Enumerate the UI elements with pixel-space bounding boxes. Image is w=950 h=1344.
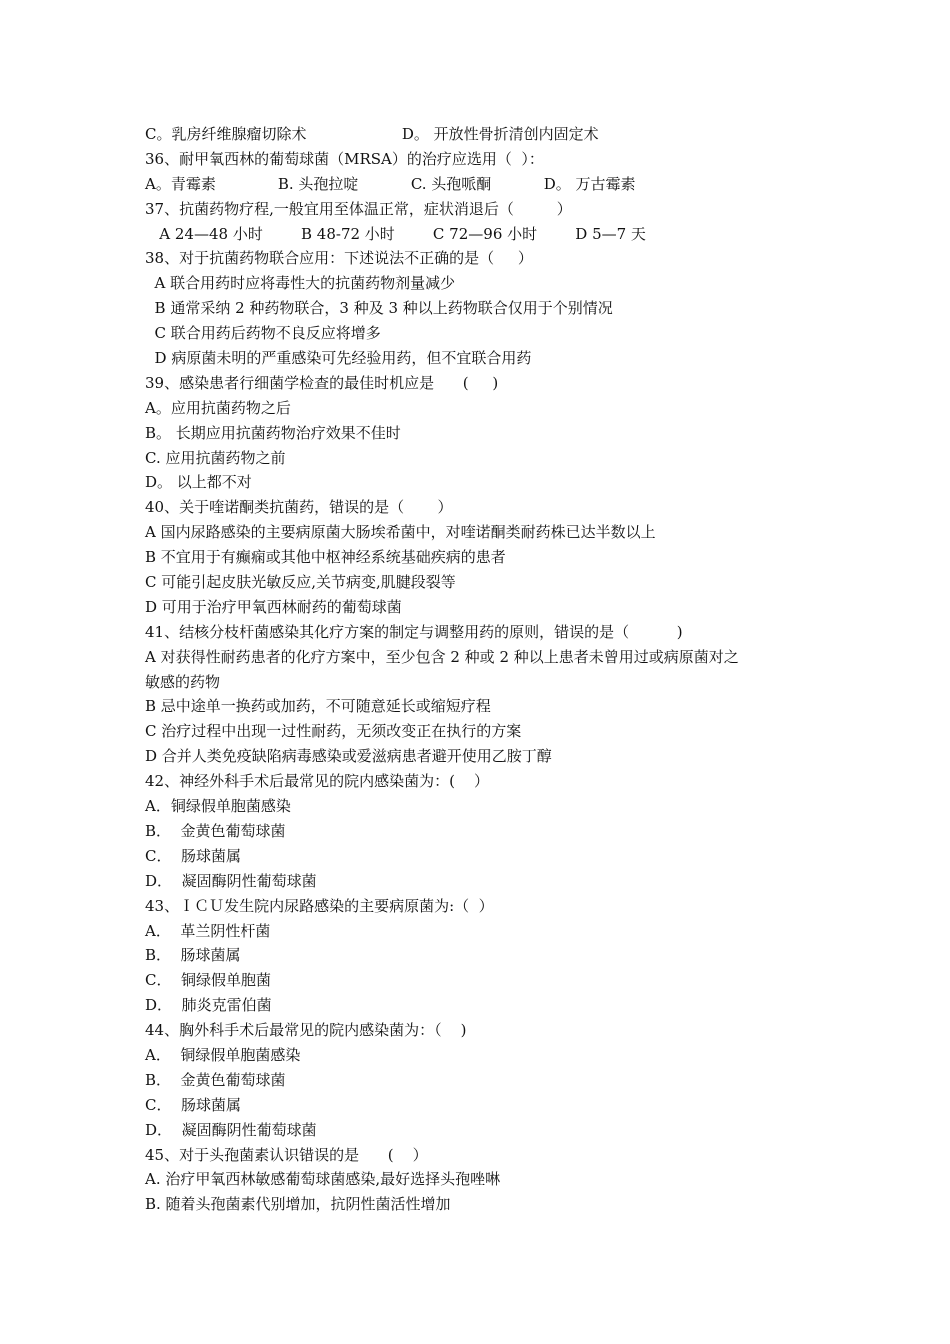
text-line: B． 金黄色葡萄球菌 [145, 1070, 286, 1089]
text-line: C. 应用抗菌药物之前 [145, 448, 286, 467]
text-line: D． 凝固酶阴性葡萄球菌 [145, 871, 317, 890]
text-line: D． 凝固酶阴性葡萄球菌 [145, 1120, 317, 1139]
text-line: B． 肠球菌属 [145, 946, 241, 965]
text-line: C． 肠球菌属 [145, 846, 242, 865]
text-line: A。青霉素 B. 头孢拉啶 C. 头孢哌酮 D。 万古霉素 [145, 174, 636, 193]
text-line: 39、感染患者行细菌学检查的最佳时机应是 ( ) [145, 373, 499, 392]
text-line: A． 革兰阴性杆菌 [145, 921, 271, 940]
text-line: A 联合用药时应将毒性大的抗菌药物剂量减少 [145, 274, 456, 293]
text-line: C． 铜绿假单胞菌 [145, 971, 272, 990]
text-line: A． 铜绿假单胞菌感染 [145, 1045, 301, 1064]
text-line: A 国内尿路感染的主要病原菌大肠埃希菌中，对喹诺酮类耐药株已达半数以上 [145, 523, 656, 542]
text-line: D 可用于治疗甲氧西林耐药的葡萄球菌 [145, 597, 402, 616]
text-line: 42、神经外科手术后最常见的院内感染菌为：( ） [145, 772, 490, 791]
text-line: 38、对于抗菌药物联合应用：下述说法不正确的是（ ） [145, 249, 533, 268]
text-line: B 通常采纳 2 种药物联合，3 种及 3 种以上药物联合仅用于个别情况 [145, 299, 613, 318]
text-line: 36、耐甲氧西林的葡萄球菌（MRSA）的治疗应选用（ ）： [145, 149, 544, 168]
text-line: C 联合用药后药物不良反应将增多 [145, 324, 381, 343]
text-line: 45、对于头孢菌素认识错误的是 ( ） [145, 1145, 428, 1164]
text-line: D 病原菌未明的严重感染可先经验用药，但不宜联合用药 [145, 349, 532, 368]
text-line: 41、结核分枝杆菌感染其化疗方案的制定与调整用药的原则，错误的是（ ) [145, 622, 683, 641]
text-line: A 24—48 小时 B 48-72 小时 C 72—96 小时 D 5—7 天 [145, 224, 646, 243]
text-line: B 不宜用于有癫痫或其他中枢神经系统基础疾病的患者 [145, 548, 506, 567]
text-line: B 忌中途单一换药或加药，不可随意延长或缩短疗程 [145, 697, 491, 716]
text-line: A 对获得性耐药患者的化疗方案中，至少包含 2 种或 2 种以上患者未曾用过或病原菌对之 [145, 647, 739, 666]
text-line: B。 长期应用抗菌药物治疗效果不佳时 [145, 423, 401, 442]
text-line: B. 随着头孢菌素代别增加，抗阴性菌活性增加 [145, 1195, 451, 1214]
text-line: C 治疗过程中出现一过性耐药，无须改变正在执行的方案 [145, 722, 522, 741]
text-line: D． 肺炎克雷伯菌 [145, 996, 272, 1015]
text-line: C 可能引起皮肤光敏反应,关节病变,肌腱段裂等 [145, 573, 456, 592]
text-line: 敏感的药物 [145, 672, 221, 691]
text-line: B． 金黄色葡萄球菌 [145, 821, 286, 840]
text-line: 37、抗菌药物疗程,一般宜用至体温正常，症状消退后（ ） [145, 199, 572, 218]
text-line: A．铜绿假单胞菌感染 [145, 797, 291, 816]
document-page [145, 122, 845, 1217]
text-line: A。应用抗菌药物之后 [145, 398, 291, 417]
text-line: A. 治疗甲氧西林敏感葡萄球菌感染,最好选择头孢唑啉 [145, 1170, 501, 1189]
text-line: C． 肠球菌属 [145, 1095, 242, 1114]
text-line: D。 以上都不对 [145, 473, 252, 492]
text-line: D 合并人类免疫缺陷病毒感染或爱滋病患者避开使用乙胺丁醇 [145, 747, 552, 766]
text-line: 44、胸外科手术后最常见的院内感染菌为：（ ) [145, 1021, 467, 1040]
text-line: 40、关于喹诺酮类抗菌药，错误的是（ ） [145, 498, 453, 517]
text-line: 43、ＩＣＵ发生院内尿路感染的主要病原菌为:（ ） [145, 896, 494, 915]
text-line: C。乳房纤维腺瘤切除术 D。 开放性骨折清创内固定术 [145, 125, 599, 143]
